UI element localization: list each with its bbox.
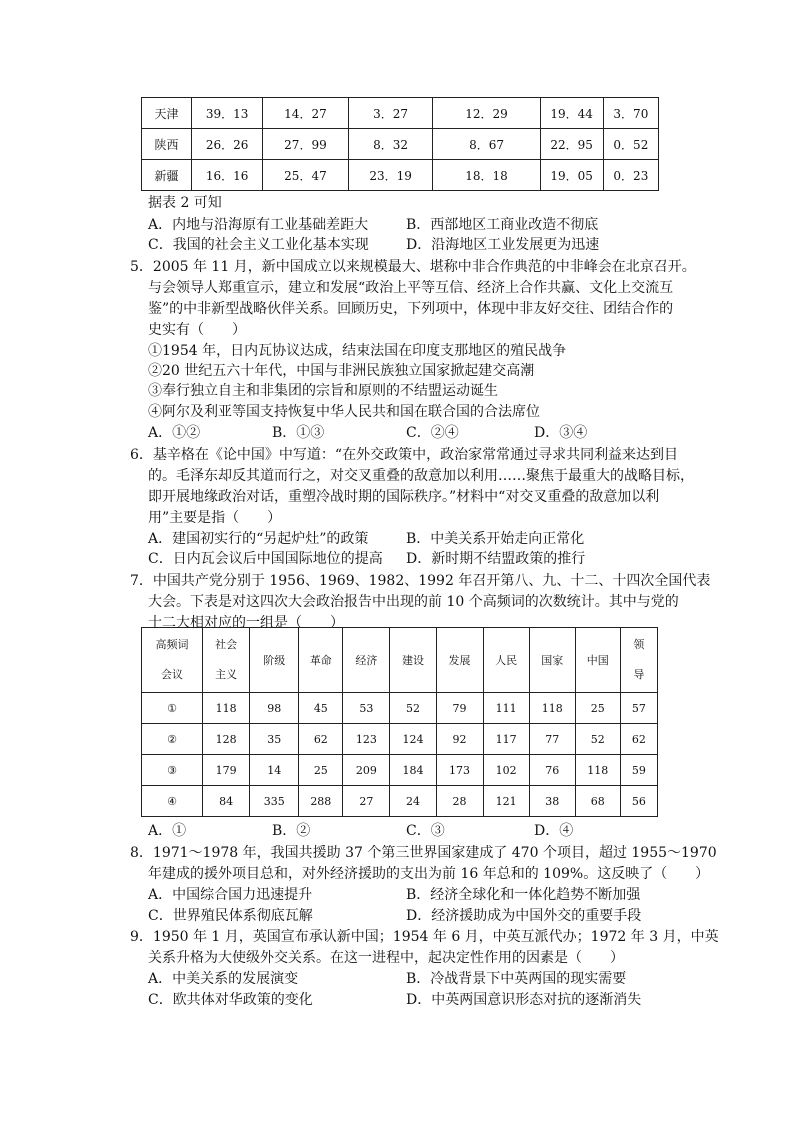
- q6-stem-line: 6．基辛格在《论中国》中写道：“在外交政策中，政治家常常通过寻求共同利益来达到目: [130, 447, 679, 463]
- table-2: [141, 627, 658, 817]
- value-cell: 84: [203, 786, 250, 817]
- value-cell: 14．27: [263, 98, 349, 129]
- value-cell: 118: [575, 755, 620, 786]
- value-cell: 45: [299, 693, 343, 724]
- q9-option-d[interactable]: D．中英两国意识形态对抗的逐渐消失: [406, 992, 642, 1008]
- table-row: [142, 755, 658, 786]
- q6-stem-line: 用”主要是指（ ）: [148, 510, 282, 526]
- value-cell: 92: [436, 724, 483, 755]
- header-cell: 经济: [343, 628, 390, 693]
- value-cell: 57: [620, 693, 657, 724]
- q6-option-b[interactable]: B．中美关系开始走向正常化: [406, 531, 585, 547]
- q7-stem-line: 十二大相对应的一组是（ ）: [148, 615, 344, 631]
- q5-option-d[interactable]: D．③④: [534, 425, 588, 441]
- header-cell: 阶级: [250, 628, 299, 693]
- header-label: 社会: [215, 638, 238, 651]
- header-label: 主义: [215, 668, 238, 681]
- q6-option-d[interactable]: D．新时期不结盟政策的推行: [406, 551, 586, 567]
- row-label: ①: [142, 693, 203, 724]
- value-cell: 62: [620, 724, 657, 755]
- value-cell: 27．99: [263, 129, 349, 160]
- value-cell: 128: [203, 724, 250, 755]
- q6-option-c[interactable]: C．日内瓦会议后中国国际地位的提高: [148, 551, 383, 567]
- header-cell: 国家: [529, 628, 575, 693]
- q5-item: ③奉行独立自主和非集团的宗旨和原则的不结盟运动诞生: [148, 383, 498, 399]
- value-cell: 53: [343, 693, 390, 724]
- value-cell: 24: [390, 786, 436, 817]
- q5-option-b[interactable]: B．①③: [272, 425, 325, 441]
- value-cell: 124: [390, 724, 436, 755]
- value-cell: 77: [529, 724, 575, 755]
- q5-option-c[interactable]: C．②④: [406, 425, 459, 441]
- value-cell: 59: [620, 755, 657, 786]
- value-cell: 26．26: [192, 129, 263, 160]
- q5-item: ④阿尔及利亚等国支持恢复中华人民共和国在联合国的合法席位: [148, 404, 540, 420]
- q8-option-b[interactable]: B．经济全球化和一体化趋势不断加强: [406, 887, 641, 903]
- value-cell: 23．19: [348, 160, 433, 191]
- value-cell: 25: [575, 693, 620, 724]
- table-row: [142, 724, 658, 755]
- value-cell: 173: [436, 755, 483, 786]
- value-cell: 0．23: [603, 160, 658, 191]
- q4-stem: 据表 2 可知: [148, 195, 222, 211]
- header-cell: [620, 628, 657, 693]
- q4-option-b[interactable]: B．西部地区工商业改造不彻底: [406, 217, 599, 233]
- value-cell: 12．29: [433, 98, 540, 129]
- q5-stem-line: 鉴”的中非新型战略伙伴关系。回顾历史，下列项中，体现中非友好交往、团结合作的: [148, 301, 674, 317]
- value-cell: 209: [343, 755, 390, 786]
- value-cell: 68: [575, 786, 620, 817]
- value-cell: 117: [483, 724, 529, 755]
- q8-stem-line: 8．1971～1978 年，我国共援助 37 个第三世界国家建成了 470 个项目，超过 1955～1970: [130, 845, 717, 861]
- value-cell: 25．47: [263, 160, 349, 191]
- corner-cell: [142, 628, 203, 693]
- q5-item: ①1954 年，日内瓦协议达成，结束法国在印度支那地区的殖民战争: [148, 343, 567, 359]
- value-cell: 19．05: [540, 160, 603, 191]
- value-cell: 123: [343, 724, 390, 755]
- value-cell: 18．18: [433, 160, 540, 191]
- value-cell: 62: [299, 724, 343, 755]
- header-cell: 发展: [436, 628, 483, 693]
- value-cell: 52: [575, 724, 620, 755]
- header-label: 领: [633, 638, 645, 651]
- corner-bottom-label: 会议: [161, 668, 184, 681]
- value-cell: 3．70: [603, 98, 658, 129]
- header-cell: 人民: [483, 628, 529, 693]
- value-cell: 118: [529, 693, 575, 724]
- region-cell: 新疆: [142, 160, 192, 191]
- value-cell: 3．27: [348, 98, 433, 129]
- value-cell: 179: [203, 755, 250, 786]
- q9-option-a[interactable]: A．中美关系的发展演变: [148, 971, 299, 987]
- q6-stem-line: 的。毛泽东却反其道而行之，对交叉重叠的敌意加以利用……聚焦于最重大的战略目标，: [148, 468, 694, 484]
- value-cell: 118: [203, 693, 250, 724]
- region-cell: 天津: [142, 98, 192, 129]
- value-cell: 288: [299, 786, 343, 817]
- value-cell: 111: [483, 693, 529, 724]
- table-header-row: [142, 628, 658, 693]
- table-row: [142, 786, 658, 817]
- value-cell: 14: [250, 755, 299, 786]
- q8-option-d[interactable]: D．经济援助成为中国外交的重要手段: [406, 908, 642, 924]
- value-cell: 22．95: [540, 129, 603, 160]
- value-cell: 79: [436, 693, 483, 724]
- corner-top-label: 高频词: [155, 638, 189, 651]
- q7-option-b[interactable]: B．②: [272, 823, 311, 839]
- value-cell: 8．67: [433, 129, 540, 160]
- q7-option-a[interactable]: A．①: [148, 823, 187, 839]
- header-cell: 中国: [575, 628, 620, 693]
- value-cell: 19．44: [540, 98, 603, 129]
- q5-stem-line: 5．2005 年 11 月，新中国成立以来规模最大、堪称中非合作典范的中非峰会在北京召开。: [130, 259, 696, 275]
- table-1: [141, 97, 659, 191]
- value-cell: 35: [250, 724, 299, 755]
- q7-stem-line: 大会。下表是对这四次大会政治报告中出现的前 10 个高频词的次数统计。其中与党的: [148, 594, 679, 610]
- value-cell: 56: [620, 786, 657, 817]
- value-cell: 76: [529, 755, 575, 786]
- value-cell: 98: [250, 693, 299, 724]
- value-cell: 102: [483, 755, 529, 786]
- value-cell: 27: [343, 786, 390, 817]
- value-cell: 39．13: [192, 98, 263, 129]
- q7-option-d[interactable]: D．④: [534, 823, 574, 839]
- q8-option-a[interactable]: A．中国综合国力迅速提升: [148, 887, 313, 903]
- header-cell: [203, 628, 250, 693]
- row-label: ④: [142, 786, 203, 817]
- q8-stem-line: 年建成的援外项目总和，对外经济援助的支出为前 16 年总和的 109%。这反映了（ ）: [148, 866, 710, 882]
- value-cell: 52: [390, 693, 436, 724]
- table-row: [142, 693, 658, 724]
- q5-stem-line: 史实有（ ）: [148, 322, 246, 338]
- q4-option-c[interactable]: C．我国的社会主义工业化基本实现: [148, 237, 369, 253]
- q5-item: ②20 世纪五六十年代，中国与非洲民族独立国家掀起建交高潮: [148, 363, 535, 379]
- q6-option-a[interactable]: A．建国初实行的“另起炉灶”的政策: [148, 531, 369, 547]
- value-cell: 0．52: [603, 129, 658, 160]
- q5-option-a[interactable]: A．①②: [148, 425, 201, 441]
- header-cell: 革命: [299, 628, 343, 693]
- value-cell: 16．16: [192, 160, 263, 191]
- row-label: ③: [142, 755, 203, 786]
- value-cell: 38: [529, 786, 575, 817]
- q9-option-c[interactable]: C．欧共体对华政策的变化: [148, 992, 313, 1008]
- q7-option-c[interactable]: C．③: [406, 823, 445, 839]
- q7-stem-line: 7．中国共产党分别于 1956、1969、1982、1992 年召开第八、九、十二、十四次全国代表: [130, 573, 711, 589]
- q6-stem-line: 即开展地缘政治对话，重塑冷战时期的国际秩序。”材料中“对交叉重叠的敌意加以利: [148, 489, 660, 505]
- region-cell: 陕西: [142, 129, 192, 160]
- value-cell: 25: [299, 755, 343, 786]
- q9-stem-line: 9．1950 年 1 月，英国宣布承认新中国；1954 年 6 月，中英互派代办；1972 年 3 月，中英: [130, 929, 719, 945]
- q9-stem-line: 关系升格为大使级外交关系。在这一进程中，起决定性作用的因素是（ ）: [148, 950, 624, 966]
- value-cell: 335: [250, 786, 299, 817]
- q5-stem-line: 与会领导人郑重宣示，建立和发展“政治上平等互信、经济上合作共赢、文化上交流互: [148, 280, 674, 296]
- value-cell: 184: [390, 755, 436, 786]
- header-label: 导: [633, 668, 645, 681]
- value-cell: 8．32: [348, 129, 433, 160]
- table-row: [142, 98, 659, 129]
- header-cell: 建设: [390, 628, 436, 693]
- table-row: [142, 129, 659, 160]
- q8-option-c[interactable]: C．世界殖民体系彻底瓦解: [148, 908, 313, 924]
- q4-option-a[interactable]: A．内地与沿海原有工业基础差距大: [148, 217, 369, 233]
- table-row: [142, 160, 659, 191]
- q9-option-b[interactable]: B．冷战背景下中英两国的现实需要: [406, 971, 627, 987]
- row-label: ②: [142, 724, 203, 755]
- q4-option-d[interactable]: D．沿海地区工业发展更为迅速: [406, 237, 600, 253]
- value-cell: 28: [436, 786, 483, 817]
- value-cell: 121: [483, 786, 529, 817]
